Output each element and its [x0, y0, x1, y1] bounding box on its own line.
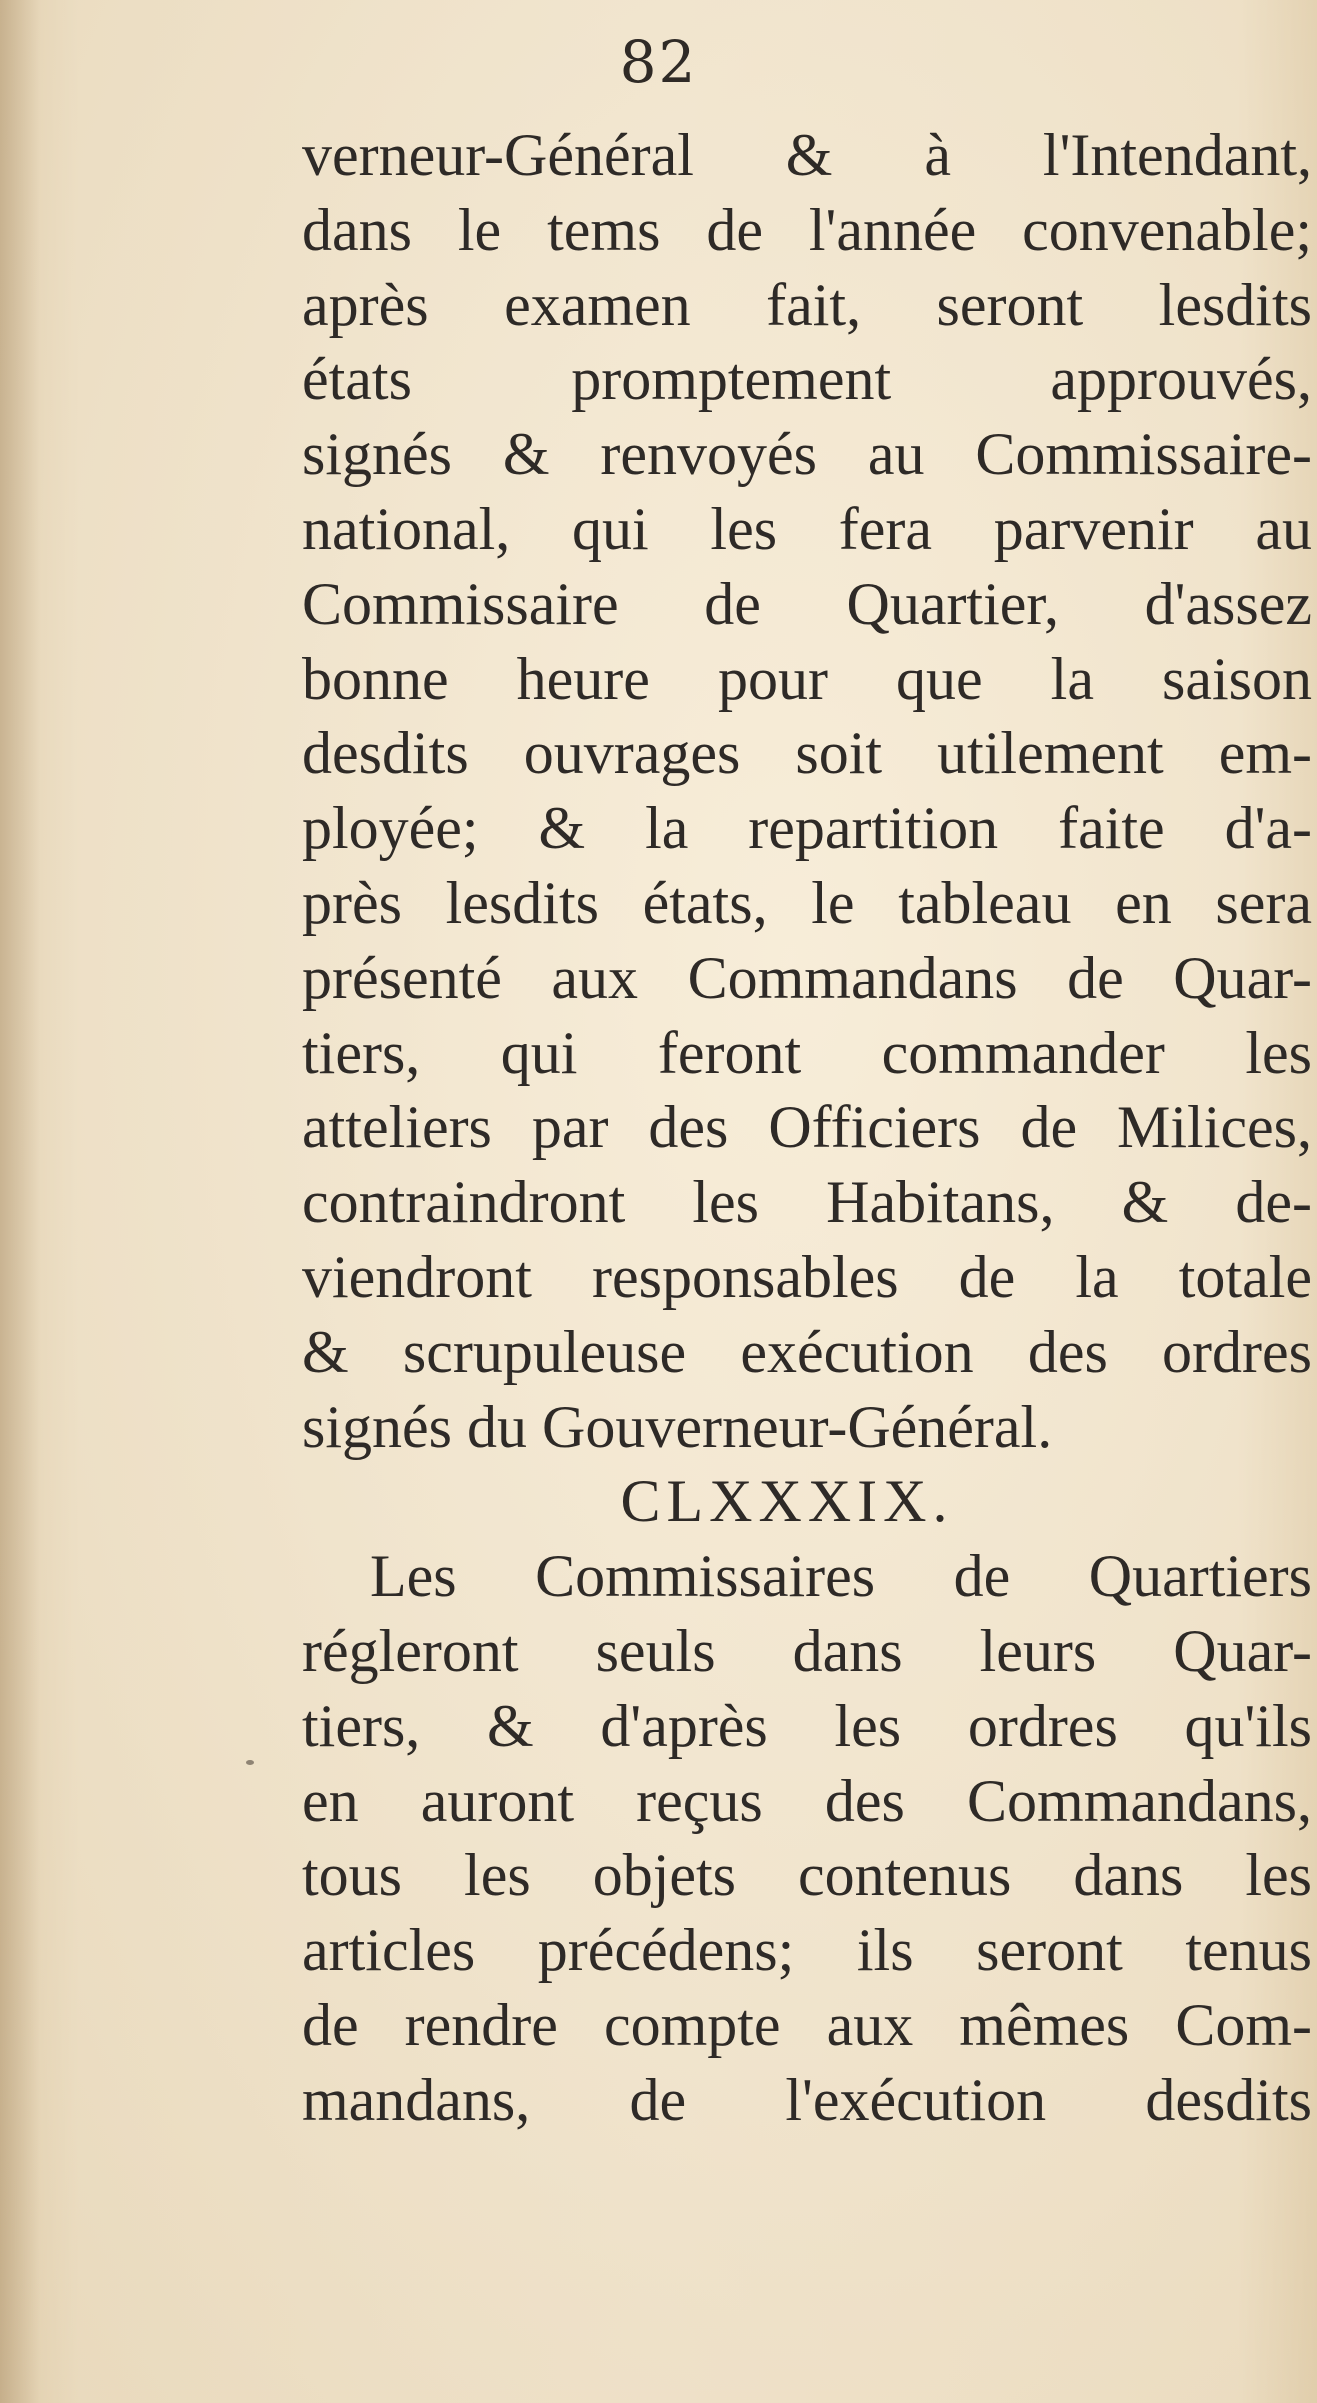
- text-line: viendront responsables de la totale: [302, 1243, 1312, 1310]
- page-number: 82: [619, 28, 698, 96]
- text-line: Commissaire de Quartier, d'assez: [302, 570, 1312, 637]
- text-line: bonne heure pour que la saison: [302, 645, 1312, 712]
- text-line: après examen fait, seront lesdits: [302, 271, 1312, 338]
- text-line: atteliers par des Officiers de Milices,: [302, 1094, 1312, 1161]
- text-line: tiers, qui feront commander les: [302, 1019, 1312, 1086]
- article-line: articles précédens; ils seront tenus: [302, 1917, 1312, 1984]
- ink-speck: [246, 1760, 254, 1765]
- text-line: desdits ouvrages soit utilement em-: [302, 720, 1312, 787]
- article-line: régleront seuls dans leurs Quar-: [302, 1617, 1312, 1684]
- article-line: en auront reçus des Commandans,: [302, 1767, 1312, 1834]
- article-line: tiers, & d'après les ordres qu'ils: [302, 1692, 1312, 1759]
- article-line: de rendre compte aux mêmes Com-: [302, 1991, 1312, 2058]
- text-line: ployée; & la repartition faite d'a-: [302, 795, 1312, 862]
- article-line: Les Commissaires de Quartiers: [370, 1543, 1312, 1610]
- text-line: contraindront les Habitans, & de-: [302, 1169, 1312, 1236]
- text-line: national, qui les fera parvenir au: [302, 495, 1312, 562]
- text-line: près lesdits états, le tableau en sera: [302, 869, 1312, 936]
- text-line: verneur-Général & à l'Intendant,: [302, 122, 1312, 188]
- text-line: états promptement approuvés,: [302, 346, 1312, 413]
- text-line: présenté aux Commandans de Quar-: [302, 944, 1312, 1011]
- text-line: signés & renvoyés au Commissaire-: [302, 421, 1312, 488]
- body-text: [302, 118, 1312, 2138]
- article-heading: CLXXXIX.: [620, 1468, 954, 1535]
- text-line: dans le tems de l'année convenable;: [302, 196, 1312, 263]
- article-line: tous les objets contenus dans les: [302, 1842, 1312, 1909]
- article-line: mandans, de l'exécution desdits: [302, 2066, 1312, 2133]
- text-line: & scrupuleuse exécution des ordres: [302, 1318, 1312, 1385]
- text-line: signés du Gouverneur-Général.: [302, 1393, 1053, 1460]
